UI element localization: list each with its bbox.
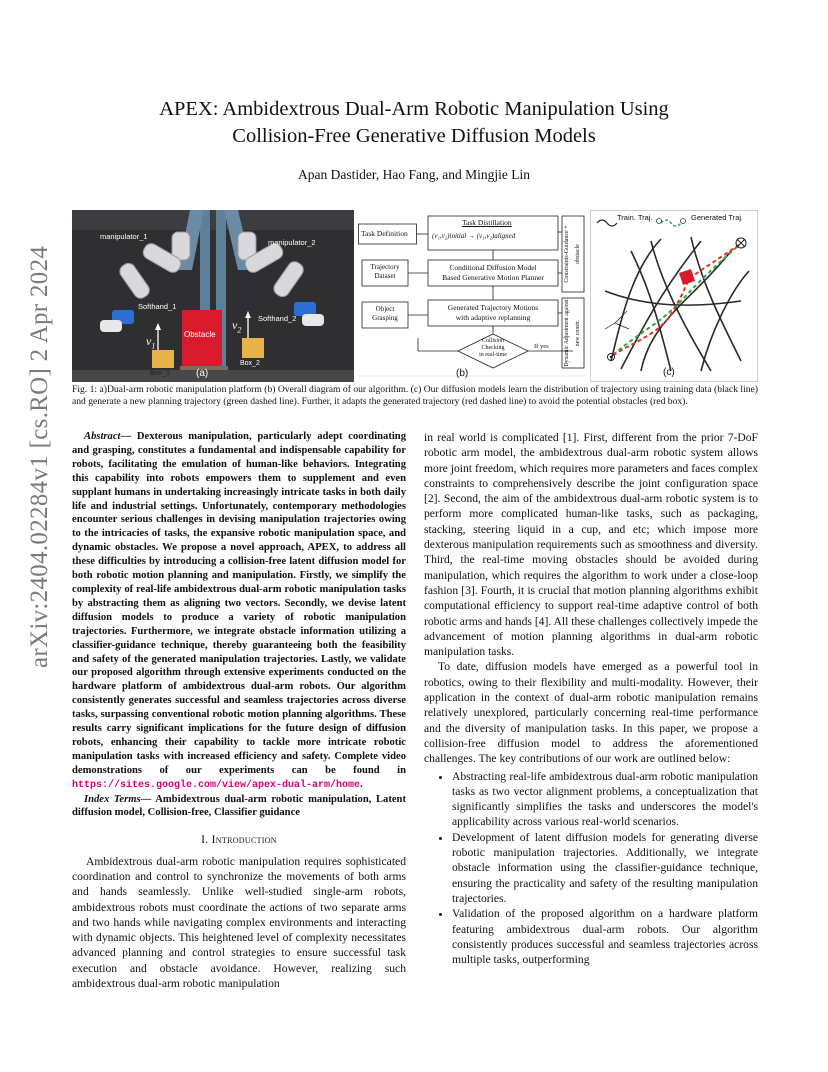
abstract-url-link[interactable]: https://sites.google.com/view/apex-dual-arm/home [72, 779, 361, 791]
box-generated-trajectory-motions: Generated Trajectory Motions with adaptive replanning [447, 303, 539, 322]
label-v2: $v_2$ [232, 318, 242, 335]
box-constraints-guidance: Constraints-Guidance + obstacle [564, 225, 581, 283]
figure-1 [72, 210, 758, 382]
index-terms-text: — Ambidextrous dual-arm robotic manipulation, Latent diffusion model, Collision-free, Classifier guidance [72, 793, 406, 819]
figure-panel-a-photo [72, 210, 354, 382]
box-task-definition: Task Definition [361, 229, 408, 238]
contributions-list [424, 769, 758, 968]
section-heading-introduction: I. Introduction [201, 833, 277, 847]
panel-label-a: (a) [196, 368, 209, 379]
legend-generated-traj: Generated Traj. [691, 213, 744, 222]
legend-train-traj: Train. Traj. [617, 213, 653, 222]
box-conditional-diffusion-model: Conditional Diffusion Model Based Generative Motion Planner [442, 263, 544, 282]
abstract-text: — Dexterous manipulation, particularly adept coordinating and grasping, constitutes a fundamental and indispensable capability for robots, facilitating the emulation of human-like behaviors. Integrating this capability into robots empowers them to supplement and even supplant humans in undertaking increasingly intricate tasks in both daily life and industrial settings. Unfortunately, contemporary methodologies encounter serious challenges in devising manipulation trajectories owing to the intricacies of tasks, the expansive robotic manipulation space, and dynamic obstacles. We propose a novel approach, APEX, to address all these difficulties by introducing a collision-free latent diffusion model for both robotic motion planning and manipulation. Firstly, we simplify the complexity of real-life ambidextrous dual-arm robotic manipulation tasks by abstracting them as aligning two vectors. Secondly, we devise latent diffusion models to produce a variety of robotic manipulation trajectories. Furthermore, we integrate obstacle information utilizing a classifier-guidance technique, thereby guaranteeing both the feasibility and safety of the generated manipulation trajectories. Lastly, we validate our proposed algorithm through extensive experiments conducted on the hardware platform of ambidextrous dual-arm robots. Our algorithm consistently generates successful and seamless trajectories across diverse tasks, surpassing conventional robotic motion planning algorithms. These results carry significant implications for the future design of diffusion robots, enhancing their capability to tackle more intricate robotic manipulation tasks with increased efficiency and safety. Complete video demonstrations of our experiments can be found in [72, 431, 406, 776]
paper-title [0, 96, 828, 150]
panel-label-b: (b) [456, 368, 469, 379]
title-line-2: Collision-Free Generative Diffusion Models [232, 125, 596, 147]
label-box-2: Box_2 [240, 360, 260, 367]
left-column [72, 430, 406, 991]
label-manipulator-1: manipulator_1 [100, 232, 148, 241]
right-column [424, 430, 758, 967]
title-line-1: APEX: Ambidextrous Dual-Arm Robotic Manipulation Using [159, 98, 669, 120]
abstract-label: Abstract [84, 431, 121, 442]
label-v1: $v_1$ [146, 334, 156, 351]
label-softhand-1: Softhand_1 [138, 302, 177, 311]
authors: Apan Dastider, Hao Fang, and Mingjie Lin [298, 167, 530, 182]
label-if-yes: If yes [534, 343, 549, 350]
label-obstacle: Obstacle [184, 330, 216, 339]
contribution-item: • Abstracting real-life ambidextrous dual-arm robotic manipulation tasks as two vector alignment problems, a conceptualization that significantly simplifies the tasks and underscores the model's applicability across various real-world scenarios. [452, 769, 758, 830]
box-object-grasping: Object Grasping [372, 305, 398, 322]
decision-collision-checking: Collision Checking in real-time [479, 338, 507, 358]
index-terms-label: Index Terms [84, 793, 141, 805]
contribution-item: • Validation of the proposed algorithm on a hardware platform featuring ambidextrous dual-arm robots. Our algorithm consistently produces successful and seamless trajectories across multiple tasks, outperforming [452, 906, 758, 967]
box-dynamic-adjustment: Dynamic Adjustment against new constr. [564, 299, 581, 367]
figure-panel-b-diagram [358, 210, 586, 382]
figure-panel-c-trajectories [590, 210, 758, 382]
intro-paragraph: Ambidextrous dual-arm robotic manipulation requires sophisticated coordination and control to synchronize the movements of both arms and hands seamlessly. Unlike well-studied single-arm robots, ambidextrous robots must coordinate the actions of two separate arms and two hands while navigating complex environments and interacting with dynamic objects. This heightened level of complexity necessitates advanced planning and control strategies to ensure successful task execution and obstacle avoidance. However, realizing such ambidextrous dual-arm robotic manipulation [72, 854, 406, 991]
abstract: Abstract— Dexterous manipulation, particularly adept coordinating and grasping, constitutes a fundamental and indispensable capability for robots, facilitating the emulation of human-like behaviors. Integrating this capability into robots empowers them to supplement and even supplant humans in undertaking increasingly intricate tasks in both daily life and industrial settings. Unfortunately, contemporary methodologies encounter serious challenges in devising manipulation trajectories owing to the intricacies of tasks, the expansive robotic manipulation space, and dynamic obstacles. We propose a novel approach, APEX, to address all these difficulties by introducing a collision-free latent diffusion model for both robotic motion planning and manipulation. Firstly, we simplify the complexity of real-life ambidextrous dual-arm robotic manipulation tasks by abstracting them as aligning two vectors. Secondly, we devise latent diffusion models to produce a variety of robotic manipulation trajectories. Furthermore, we integrate obstacle information utilizing a classifier-guidance technique, thereby guaranteeing both the feasibility and safety of the generated manipulation trajectories. Lastly, we validate our proposed algorithm through extensive experiments conducted on the hardware platform of ambidextrous dual-arm robots. Our algorithm consistently generates successful and seamless trajectories across diverse tasks, surpassing conventional robotic motion planning algorithms. These results carry significant implications for the future design of diffusion robots, enhancing their capability to tackle more intricate robotic manipulation tasks with increased efficiency and safety. Complete video demonstrations of our experiments can be found in https://sites.google.com/view/apex-dual-arm/home. [72, 431, 406, 791]
distillation-formula: (v₁,v₂)initial → (v₁,v₂)aligned [432, 232, 516, 240]
arxiv-identifier: arXiv:2404.02284v1 [cs.RO] 2 Apr 2024 [26, 245, 53, 668]
figure-caption: Fig. 1: a)Dual-arm robotic manipulation platform (b) Overall diagram of our algorithm. (c) Our diffusion models learn the distribution of trajectory using training data (black line) and generate a new planning trajectory (green dashed line). Further, it adapts the generated trajectory (red dashed line) to avoid the potential obstacles (red box). [72, 384, 758, 407]
right-paragraph-2: To date, diffusion models have emerged as a powerful tool in robotics, owing to their flexibility and multi-modality. However, their application in the context of dual-arm robotic manipulation remains relatively unexplored, particularly concerning real-time performance and the diversity of manipulation tasks. In this paper, we propose a collision-free diffusion model to address the aforementioned challenges. The key contributions of our work are outlined below: [424, 660, 758, 766]
box-trajectory-dataset: Trajectory Dataset [370, 263, 400, 280]
right-paragraph-1: in real world is complicated [1]. First, different from the prior 7-DoF robotic arm model, the ambidextrous dual-arm robotic system allows more joint freedom, which requires more parameters and faces complex constraints to comprehensively describe the joint configuration space [2]. Second, the aim of the ambidextrous dual-arm robotic system is to perform more complicated human-like tasks, such as packaging, stacking, steering liquid in a cup, and etc; which impose more dexterous manipulation requirements such as smoothness and diversity. Third, the real-time moving obstacles should be avoided during manipulation, which requires the algorithm to work under a close-loop fashion [3]. Fourth, it is crucial that motion planning algorithms exhibit computational efficiency to support real-time adaptive control of both robotic arms and hands [4]. All these challenges collectively impede the advancement of motion planning algorithms in dual-arm robotic manipulation tasks. [424, 431, 758, 659]
label-manipulator-2: manipulator_2 [268, 238, 316, 247]
contribution-item: • Development of latent diffusion models for generating diverse robotic manipulation trajectories. Additionally, we integrate obstacle information using the classifier-guidance technique, ensuring the practicality and safety of the resulting manipulation trajectories. [452, 830, 758, 906]
label-softhand-2: Softhand_2 [258, 314, 297, 323]
panel-label-c: (c) [663, 367, 675, 378]
box-task-distillation: Task Distillation [462, 218, 512, 227]
label-box-1: Box_1 [150, 370, 170, 377]
index-terms [72, 793, 406, 821]
trajectory-plot [591, 211, 757, 381]
